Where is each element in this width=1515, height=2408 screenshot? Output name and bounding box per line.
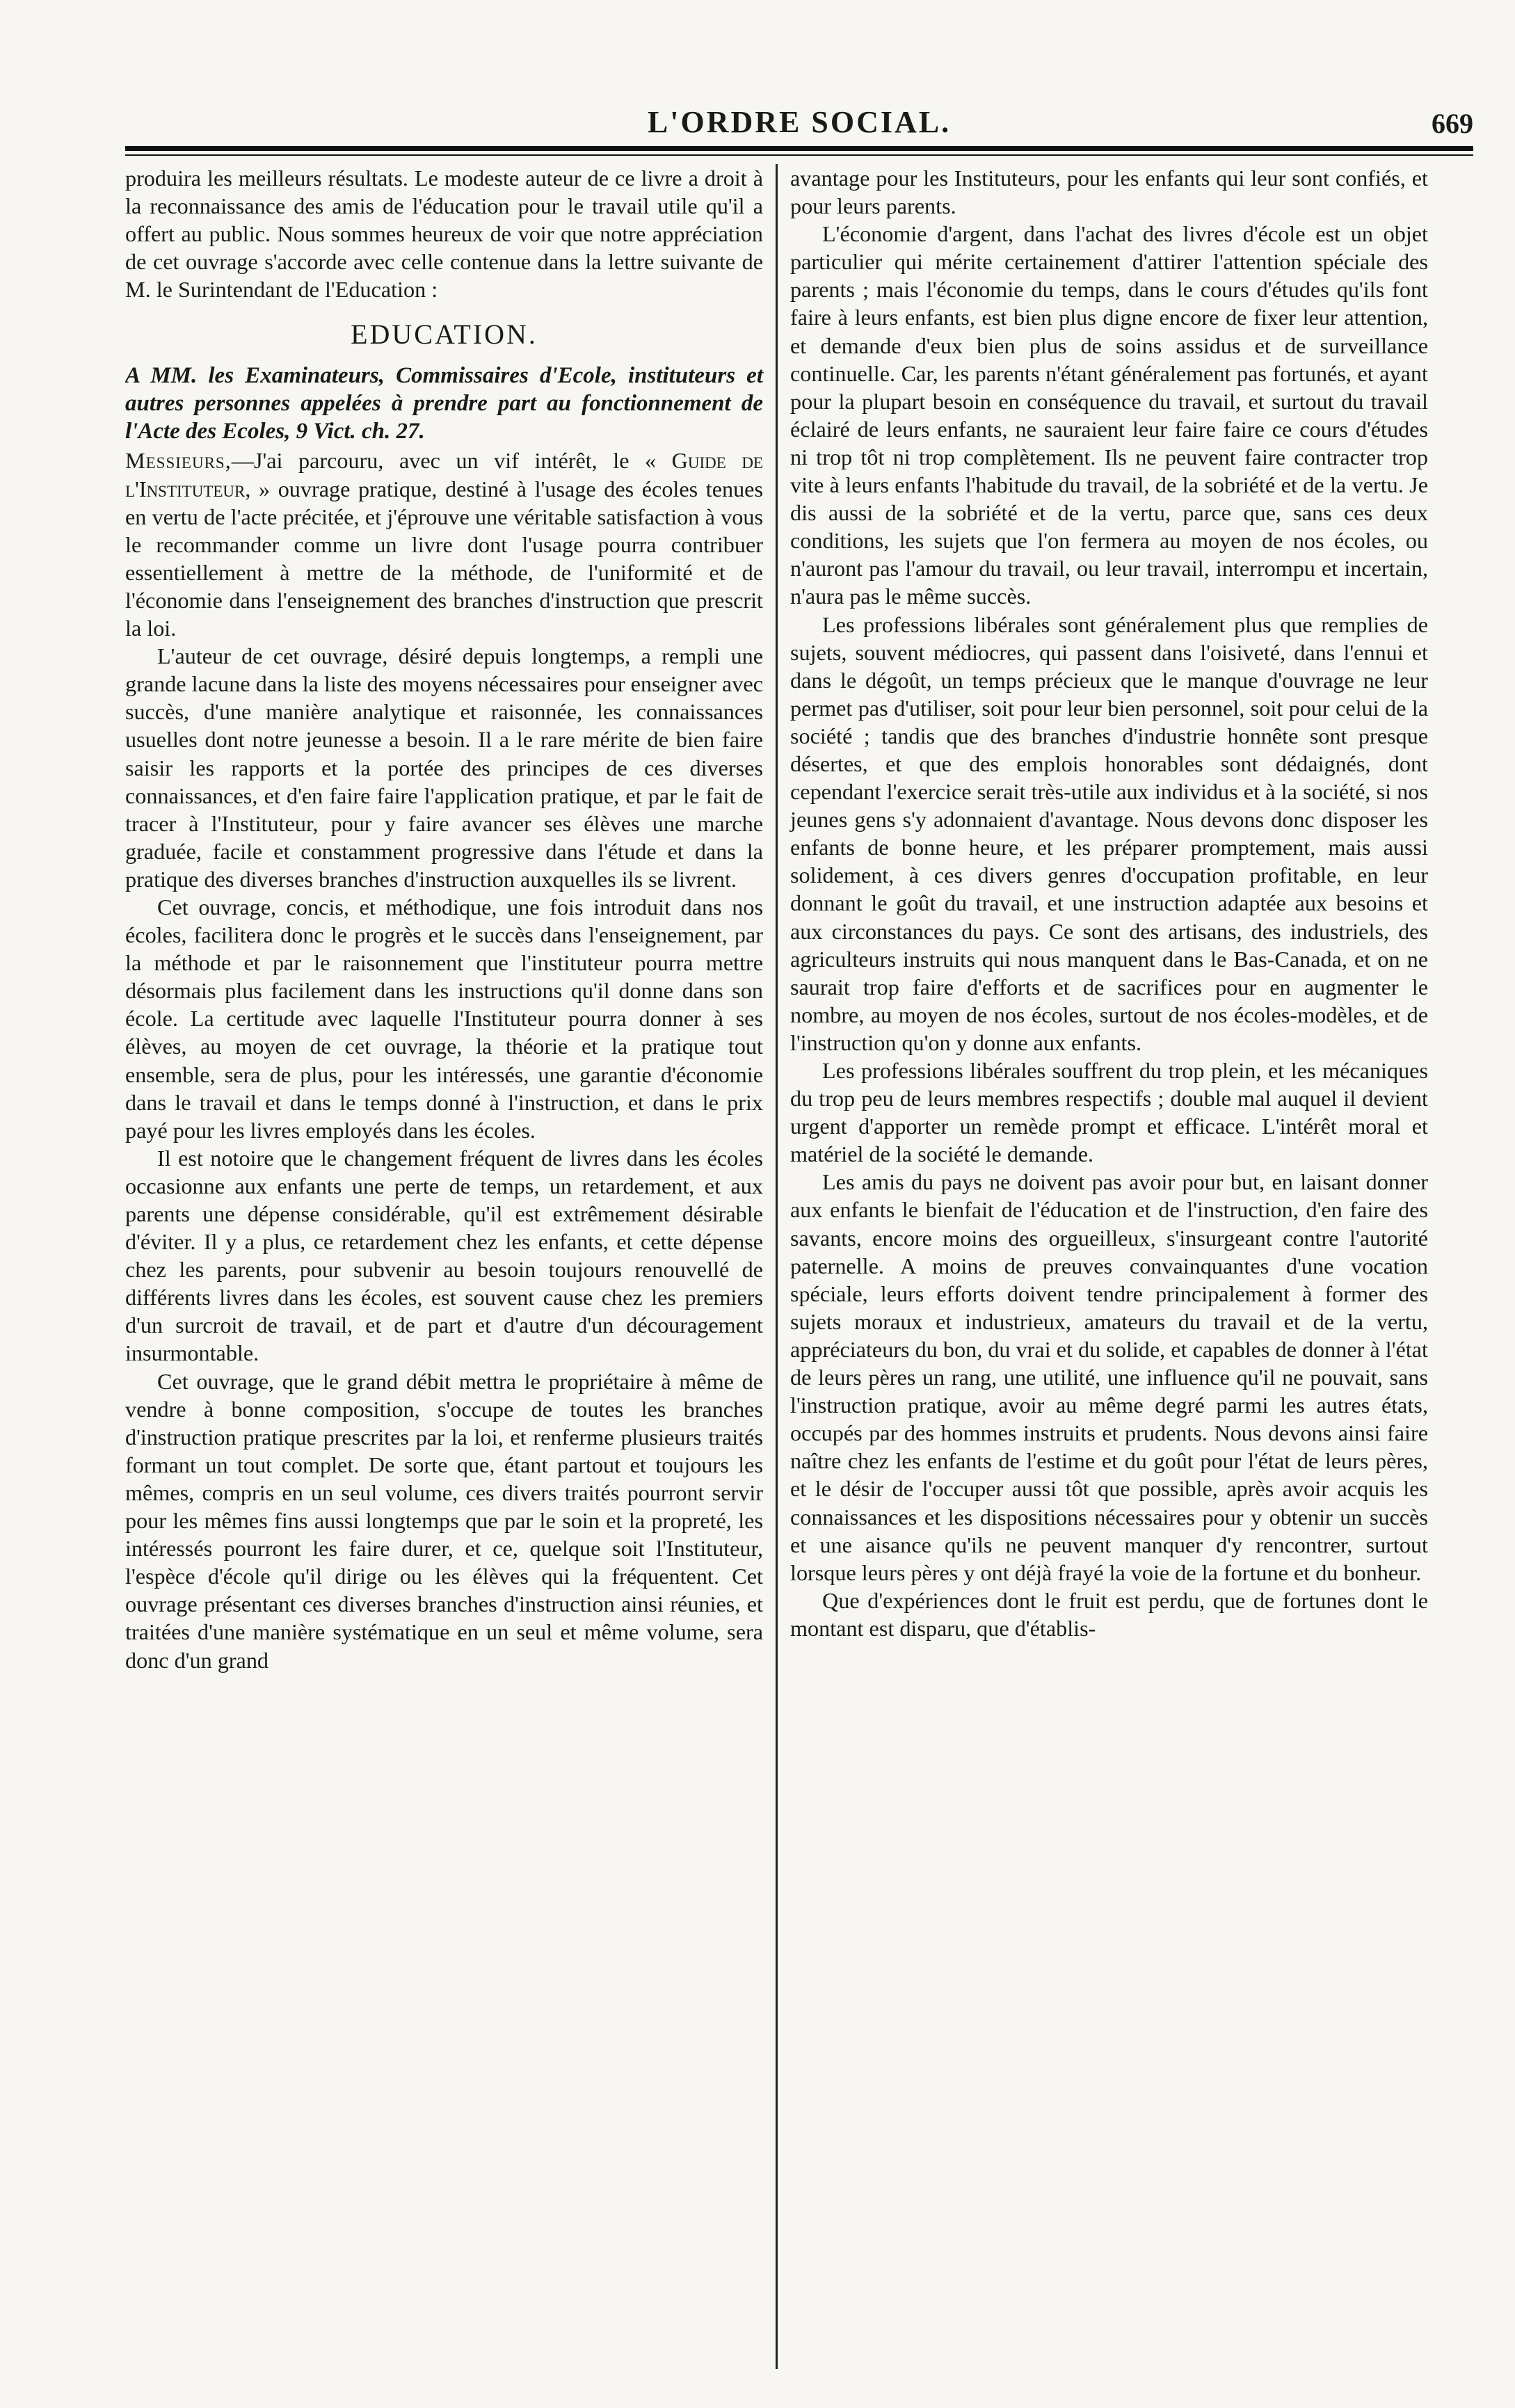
paragraph: Cet ouvrage, concis, et méthodique, une fois introduit dans nos écoles, facilitera donc le progrès et le succès dans l'enseignement, par la méthode et par le raisonnement que l'instituteur pourra mettre désormais plus facilement dans les instructions qu'il donne dans son école. La certitude avec laquelle l'Instituteur pourra donner à ses élèves, au moyen de cet ouvrage, la théorie et la pratique tout ensemble, sera de plus, pour les intéressés, une garantie d'économie dans le travail et dans le temps donné à l'instruction, et dans le prix payé pour les livres employés dans les écoles.: [125, 894, 763, 1143]
paragraph: avantage pour les Instituteurs, pour les enfants qui leur sont confiés, et pour leurs parents.: [790, 166, 1428, 219]
book-title: Guide de l'Instituteur,: [125, 448, 763, 501]
salutation: Messieurs,: [125, 448, 232, 474]
left-column: [125, 164, 776, 2369]
right-column: [778, 164, 1428, 2369]
header-rule-thin: [125, 154, 1473, 156]
paragraph: [125, 447, 763, 642]
paragraph-text: —J'ai parcouru, avec un vif intérêt, le «: [231, 448, 672, 474]
paragraph: produira les meilleurs résultats. Le modeste auteur de ce livre a droit à la reconnaissance des amis de l'éducation pour le travail utile qu'il a offert au public. Nous sommes heureux de voir que notre appréciation de cet ouvrage s'accorde avec celle contenue dans la lettre suivante de M. le Surintendant de l'Education :: [125, 166, 763, 303]
paragraph: Il est notoire que le changement fréquent de livres dans les écoles occasionne aux enfants une perte de temps, un retardement, et aux parents une dépense considérable, qu'il est extrêmement désirable d'éviter. Il y a plus, ce retardement chez les enfants, et cette dépense chez les parents, pour subvenir au besoin toujours renouvellé de différents livres dans les écoles, est souvent cause chez les premiers d'un surcroit de travail, et de part et d'autre d'un découragement insurmontable.: [125, 1145, 763, 1366]
paragraph: L'auteur de cet ouvrage, désiré depuis longtemps, a rempli une grande lacune dans la liste des moyens nécessaires pour enseigner avec succès, d'une manière analytique et raisonnée, les connaissances usuelles dont notre jeunesse a besoin. Il a le rare mérite de bien faire saisir les rapports et la portée des principes de ces diverses connaissances, et d'en faire faire l'application pratique, et par le fait de tracer à l'Instituteur, pour y faire avancer ses élèves une marche graduée, facile et constamment progressive dans l'étude et dans la pratique des diverses branches d'instruction auxquelles ils se livrent.: [125, 643, 763, 892]
paragraph: Les professions libérales souffrent du trop plein, et les mécaniques du trop peu de leurs membres respectifs ; double mal auquel il devient urgent d'apporter un remède prompt et efficace. L'intérêt moral et matériel de la société le demande.: [790, 1058, 1428, 1167]
paragraph: Les amis du pays ne doivent pas avoir pour but, en laisant donner aux enfants le bienfait de l'éducation et de l'instruction, d'en faire des savants, encore moins des orgueilleux, s'insurgeant contre l'autorité paternelle. A moins de preuves convainquantes d'une vocation spéciale, leurs efforts doivent tendre principalement à former des sujets moraux et industrieux, amateurs du travail et de la vertu, appréciateurs du bon, du vrai et du solide, et capables de donner à l'état de leurs pères un rang, une utilité, une influence qu'il ne pouvait, sans l'instruction pratique, avoir au même degré parmi les autres états, occupés par des hommes instruits et prudents. Nous devons ainsi faire naître chez les enfants de l'estime et du goût pour l'état de leurs pères, et le désir de l'occuper aussi tôt que possible, après avoir acquis les connaissances et les dispositions nécessaires pour y obtenir un succès et une aisance qu'ils ne peuvent manquer d'y rencontrer, surtout lorsque leurs pères y ont déjà frayé la voie de la fortune et du bonheur.: [790, 1169, 1428, 1585]
section-title: EDUCATION.: [351, 319, 538, 351]
page-title: L'ORDRE SOCIAL.: [647, 105, 952, 139]
page-number: 669: [1432, 108, 1473, 139]
header-rule-thick: [125, 146, 1473, 151]
paragraph: L'économie d'argent, dans l'achat des livres d'école est un objet particulier qui mérite certainement d'attirer l'attention spéciale des parents ; mais l'économie du temps, dans le cours d'études qu'ils font faire à leurs enfants, est bien plus digne encore de fixer leur attention, et demande d'eux bien plus de soins assidus et de surveillance continuelle. Car, les parents n'étant généralement pas fortunés, et ayant pour la plupart besoin en conséquence du travail, et surtout du travail éclairé de leurs enfants, ne sauraient leur faire faire ce cours d'études ni trop tôt ni trop complètement. Ils ne peuvent faire contracter trop vite à leurs enfants l'habitude du travail, de la sobriété et de la vertu. Je dis aussi de la sobriété et de la vertu, parce que, sans ces deux conditions, les sujets que l'on fermera au moyen de nos écoles, ou n'auront pas l'amour du travail, ou leur travail, interrompu et incertain, n'aura pas le même succès.: [790, 221, 1428, 609]
letter-address: A MM. les Examinateurs, Commissaires d'Ecole, instituteurs et autres personnes appelées à prendre part au fonctionnement de l'Acte des Ecoles, 9 Vict. ch. 27.: [125, 363, 763, 444]
article-columns: [125, 164, 1473, 2369]
paragraph-text: » ouvrage pratique, destiné à l'usage des écoles tenues en vertu de l'acte précitée, et j'éprouve une véritable satisfaction à vous le recommander comme un livre dont l'usage pourra contribuer essentiellement à mettre de la méthode, de l'uniformité et de l'économie dans l'enseignement des branches d'instruction que prescrit la loi.: [125, 476, 763, 641]
paragraph: Les professions libérales sont généralement plus que remplies de sujets, souvent médiocres, qui passent dans l'oisiveté, dans l'ennui et dans le dégoût, un temps précieux que le manque d'ouvrage ne leur permet pas d'utiliser, soit pour leur bien personnel, soit pour celui de la société ; tandis que des branches d'industrie honnête sont presque désertes, et que des emplois honorables sont dédaignés, dont cependant l'exercice serait très-utile aux individus et à la société, si nos jeunes gens s'y adonnaient d'avantage. Nous devons donc disposer les enfants de bonne heure, et les préparer promptement, mais aussi solidement, à ces divers genres d'occupation profitable, en leur donnant le goût du travail, et une instruction adaptée aux besoins et aux circonstances du pays. Ce sont des artisans, des industriels, des agriculteurs instruits qui nous manquent dans le Bas-Canada, et on ne saurait trop faire d'efforts et de sacrifices pour en augmenter le nombre, au moyen de nos écoles, surtout de nos écoles-modèles, et de l'instruction qu'on y donne aux enfants.: [790, 611, 1428, 1055]
paragraph: Que d'expériences dont le fruit est perdu, que de fortunes dont le montant est disparu, que d'établis-: [790, 1587, 1428, 1641]
page-header: [125, 104, 1473, 153]
paragraph: Cet ouvrage, que le grand débit mettra le propriétaire à même de vendre à bonne composition, s'occupe de toutes les branches d'instruction pratique prescrites par la loi, et renferme plusieurs traités formant un tout complet. De sorte que, étant partout et toujours les mêmes, compris en un seul volume, ces divers traités pourront servir pour les mêmes fins aussi longtemps que par le soin et la propreté, les intéressés pourront les faire durer, et ce, quelque soit l'Instituteur, l'espèce d'école qu'il dirige ou les élèves qui la fréquentent. Cet ouvrage présentant ces diverses branches d'instruction ainsi réunies, et traitées d'une manière systématique en un seul et même volume, sera donc d'un grand: [125, 1368, 763, 1673]
